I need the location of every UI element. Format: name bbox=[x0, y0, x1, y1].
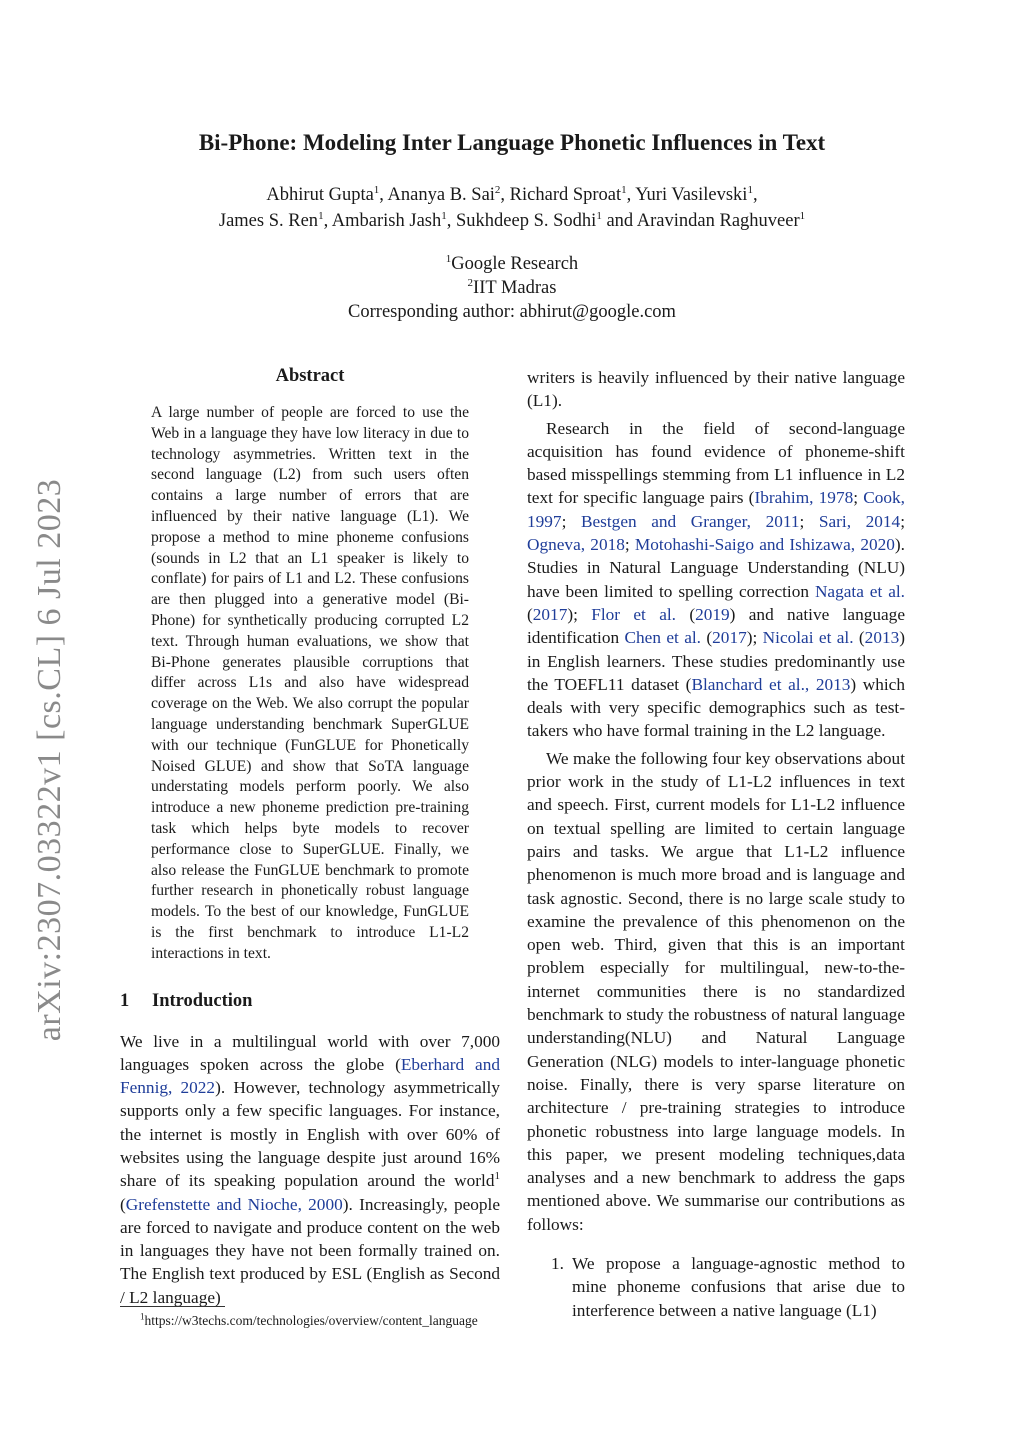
arxiv-identifier-text: arXiv:2307.03322v1 [cs.CL] 6 Jul 2023 bbox=[31, 478, 69, 1042]
footnote-url[interactable]: https://w3techs.com/technologies/overview/content_language bbox=[144, 1313, 478, 1328]
author-name: Yuri Vasilevski bbox=[635, 185, 748, 205]
body-text: ( bbox=[120, 1194, 126, 1214]
body-text: ). Studies in Natural Language Understanding (NLU) have been limited to spelling correction bbox=[527, 535, 905, 601]
body-text: ) and native language identification bbox=[527, 604, 905, 648]
contribution-text: We propose a language-agnostic method to mine phoneme confusions that arise due to interference between a native language (L1) bbox=[572, 1253, 905, 1320]
author-name: James S. Ren bbox=[218, 211, 319, 231]
intro-paragraph-3: We make the following four key observations about prior work in the study of L1-L2 influences in text and speech. First, current models for L1-L2 influence on textual spelling are limited to certain language pairs and tasks. We argue that L1-L2 influence phenomenon is much more broad and is language and task agnostic. Second, there is no large scale study to examine the prevalence of this phenomenon on the open web. Third, given that this is an important problem especially for multilingual, new-to-the-internet communities there is no standardized benchmark to study the robustness of natural language understanding(NLU) and Natural Language Generation (NLG) models to inter-language phonetic noise. Finally, there is very sparse literature on architecture / pre-training strategies to introduce phonetic robustness into large language models. In this paper, we present modeling techniques,data analyses and a new benchmark to address the gaps mentioned above. We summarise our contributions as follows: bbox=[527, 748, 905, 1234]
affiliation-1: $^1$Google Research bbox=[445, 252, 579, 274]
citation-link[interactable]: Bestgen and Granger, 2011 bbox=[580, 511, 800, 531]
contribution-number: 1. bbox=[551, 1253, 564, 1273]
citation-link[interactable]: Blanchard et al., 2013 bbox=[691, 674, 851, 694]
citation-link[interactable]: Eberhard and Fennig, 2022 bbox=[120, 1054, 500, 1098]
contribution-item bbox=[527, 1252, 905, 1322]
citation-link[interactable]: Nagata et al. bbox=[814, 581, 905, 601]
section-title: Introduction bbox=[152, 990, 253, 1011]
body-text: Research in the field of second-language acquisition has found evidence of phoneme-shift based misspellings stemming from L1 influence in L2 text for specific language pairs ( bbox=[527, 418, 905, 508]
author-affiliation-mark: 1 bbox=[747, 183, 753, 196]
right-column bbox=[527, 366, 905, 1322]
citation-link[interactable]: Flor et al. bbox=[591, 604, 676, 624]
body-text: ) in English learners. These studies predominantly use the TOEFL11 dataset ( bbox=[527, 628, 905, 694]
citation-link[interactable]: 2019 bbox=[695, 604, 730, 624]
abstract-text: A large number of people are forced to use the Web in a language they have low literacy in due to technology asymmetries. Written text in the second language (L2) from such users often contains a large number of errors that are influenced by their native language (L1). We propose a method to mine phoneme confusions (sounds in L2 that an L1 speaker is likely to conflate) for pairs of L1 and L2. These confusions are then plugged into a generative model (Bi-Phone) for synthetically producing corrupted L2 text. Through human evaluations, we show that Bi-Phone generates plausible corruptions that differ across L1s and also have widespread coverage on the Web. We also corrupt the popular language understanding benchmark SuperGLUE with our technique (FunGLUE for Phonetically Noised GLUE) and show that SoTA language understating models perform poorly. We also introduce a new phoneme prediction pre-training task which helps byte models to recover performance close to SuperGLUE. Finally, we also release the FunGLUE benchmark to promote further research in phonetically robust language models. To the best of our knowledge, FunGLUE is the first benchmark to introduce L1-L2 interactions in text. bbox=[151, 404, 469, 962]
intro-paragraph-1 bbox=[120, 1030, 500, 1310]
author-affiliation-mark: 2 bbox=[494, 183, 501, 196]
contributions-list bbox=[527, 1252, 905, 1322]
footnote: $^1$https://w3techs.com/technologies/overview/content_language bbox=[140, 1311, 478, 1328]
left-column bbox=[120, 366, 500, 1309]
body-text: writers is heavily influenced by their native language (L1). bbox=[527, 368, 905, 411]
arxiv-identifier bbox=[20, 480, 80, 1040]
body-text: ; bbox=[900, 511, 906, 531]
author-affiliation-mark: 1 bbox=[799, 209, 806, 222]
section-heading-introduction bbox=[120, 991, 500, 1012]
citation-link[interactable]: Cook, 1997 bbox=[527, 488, 906, 531]
body-text: ; bbox=[561, 511, 581, 531]
citation-link[interactable]: Nicolai et al. bbox=[762, 628, 854, 648]
body-text: ( bbox=[676, 604, 696, 624]
body-text: ; bbox=[853, 488, 864, 508]
author-name: Richard Sproat bbox=[509, 185, 622, 205]
footnote-divider bbox=[120, 1306, 225, 1307]
body-text: ) which deals with very specific demographics such as test-takers who have formal training in the L2 language. bbox=[527, 674, 905, 741]
author-line-2: James S. Ren$^1$, Ambarish Jash$^1$, Sukhdeep S. Sodhi$^1$ and Aravindan Raghuveer$^1$ bbox=[218, 209, 806, 231]
citation-link[interactable]: Ibrahim, 1978 bbox=[754, 488, 854, 508]
author-affiliation-mark: 1 bbox=[621, 183, 627, 196]
body-text: ( bbox=[701, 628, 713, 648]
citation-link[interactable]: 2017 bbox=[532, 604, 568, 624]
affiliation-2: $^2$IIT Madras bbox=[467, 276, 557, 298]
citation-link[interactable]: Motohashi-Saigo and Ishizawa, 2020 bbox=[634, 535, 895, 555]
body-text: ); bbox=[746, 628, 763, 648]
citation-link[interactable]: 2013 bbox=[864, 628, 900, 648]
author-affiliation-mark: 1 bbox=[318, 209, 324, 222]
footnote-mark[interactable]: 1 bbox=[494, 1170, 500, 1183]
citation-link[interactable]: Sari, 2014 bbox=[818, 511, 901, 531]
body-text: ; bbox=[799, 511, 819, 531]
author-line-1: Abhirut Gupta$^1$, Ananya B. Sai$^2$, Richard Sproat$^1$, Yuri Vasilevski$^1$, bbox=[266, 183, 758, 205]
citation-link[interactable]: 2017 bbox=[712, 628, 747, 648]
section-number: 1 bbox=[120, 990, 130, 1011]
author-affiliation-mark: 1 bbox=[373, 183, 380, 196]
corresponding-author: Corresponding author: abhirut@google.com bbox=[348, 302, 676, 322]
abstract-heading: Abstract bbox=[275, 366, 345, 386]
citation-link[interactable]: Chen et al. bbox=[624, 628, 702, 648]
body-text: ). However, technology asymmetrically supports only a few specific languages. For instance, the internet is mostly in English with over 60% of websites using the language despite just around 16% share of its speaking population around the world bbox=[120, 1078, 500, 1191]
affiliations bbox=[0, 252, 1024, 324]
paper-title: Bi-Phone: Modeling Inter Language Phonetic Influences in Text bbox=[198, 130, 826, 155]
author-name: Abhirut Gupta bbox=[266, 185, 374, 205]
author-name: Sukhdeep S. Sodhi bbox=[456, 211, 597, 231]
author-name: Ananya B. Sai bbox=[387, 185, 495, 205]
author-name: Aravindan Raghuveer bbox=[636, 211, 800, 231]
citation-link[interactable]: Grefenstette and Nioche, 2000 bbox=[125, 1194, 343, 1214]
body-text: ( bbox=[527, 604, 533, 624]
body-text: We live in a multilingual world with over 7,000 languages spoken across the globe ( bbox=[120, 1031, 500, 1074]
body-text: ( bbox=[853, 628, 865, 648]
author-affiliation-mark: 1 bbox=[596, 209, 602, 222]
intro-paragraph-1-continued bbox=[527, 366, 905, 413]
body-text: ); bbox=[567, 604, 592, 624]
body-text: ; bbox=[624, 535, 635, 555]
citation-link[interactable]: Ogneva, 2018 bbox=[527, 535, 625, 555]
intro-paragraph-2 bbox=[527, 417, 905, 743]
body-text: ). Increasingly, people are forced to navigate and produce content on the web in languages they have not been formally trained on. The English text produced by ESL (English as Second / L2 language) bbox=[120, 1194, 501, 1307]
author-name: Ambarish Jash bbox=[331, 211, 442, 231]
author-list bbox=[0, 182, 1024, 234]
author-affiliation-mark: 1 bbox=[441, 209, 447, 222]
